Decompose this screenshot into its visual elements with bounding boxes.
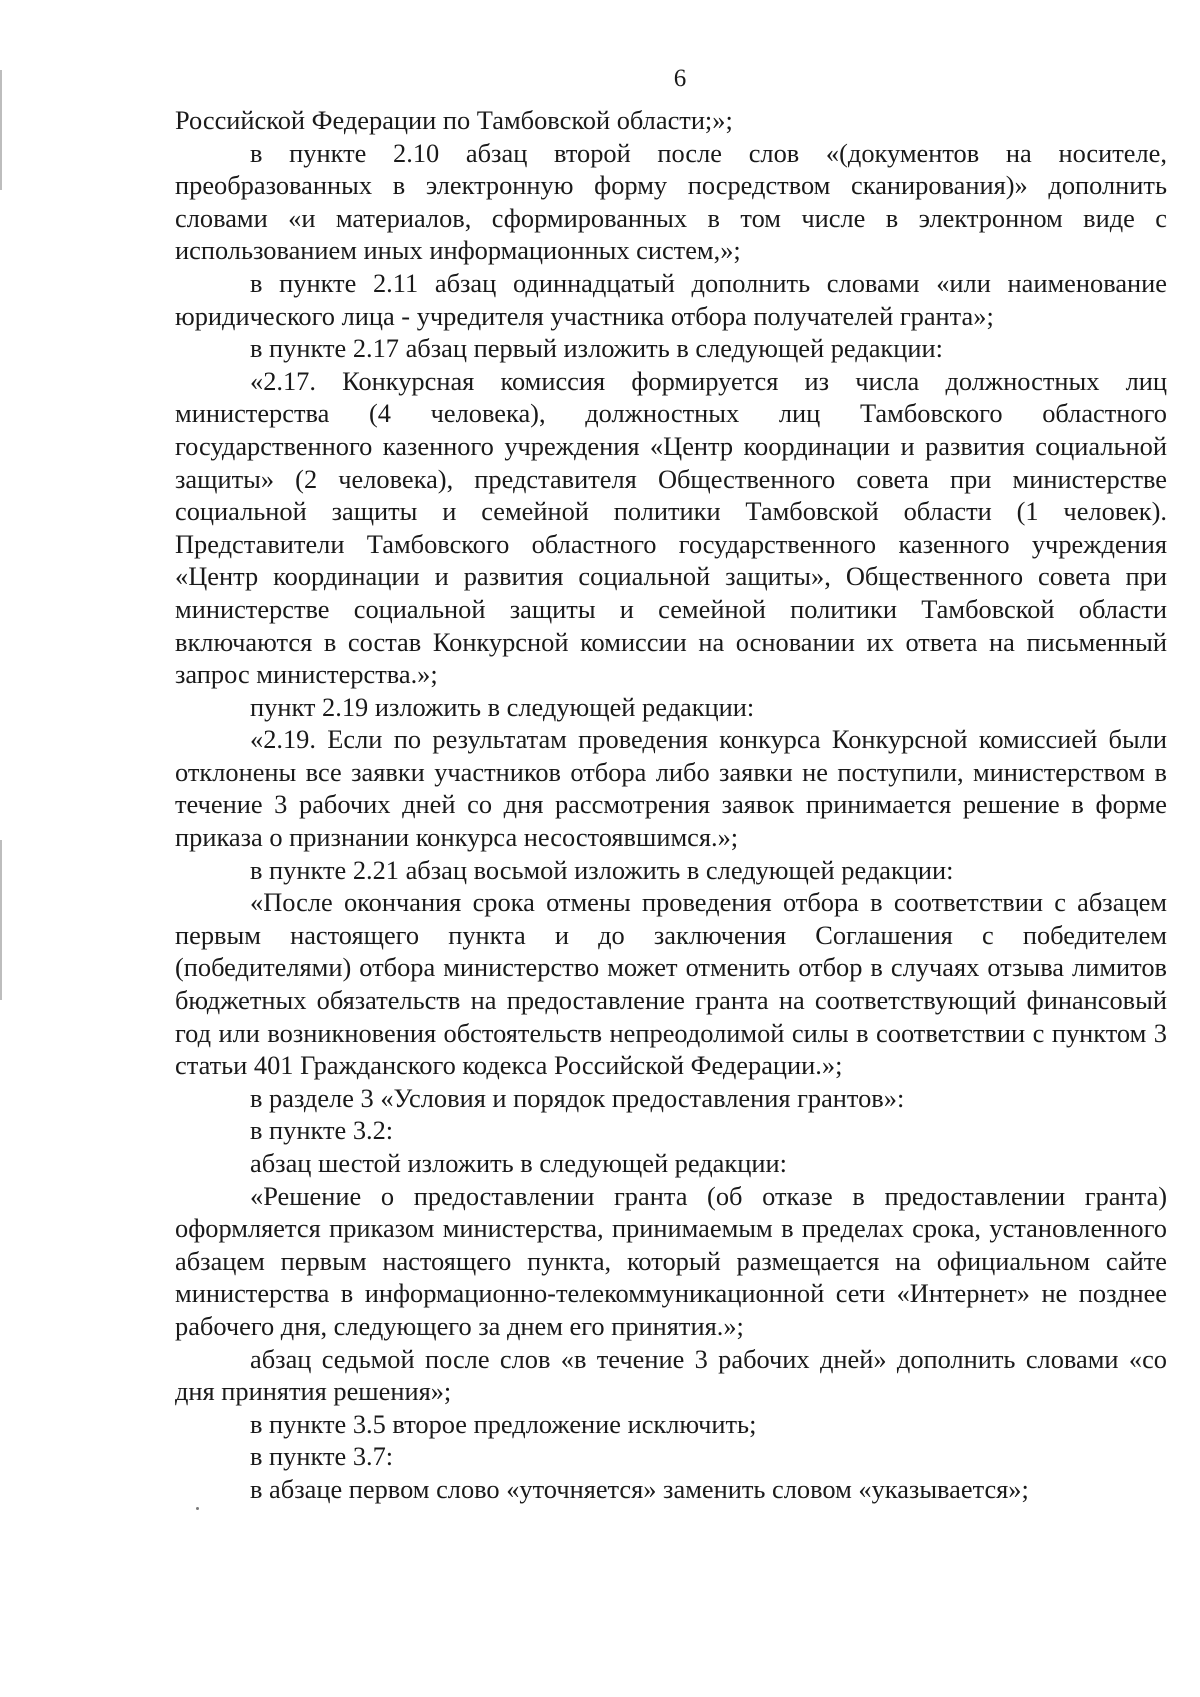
document-body xyxy=(175,104,1167,1506)
paragraph: в пункте 3.5 второе предложение исключить; xyxy=(250,1408,757,1439)
paragraph: «После окончания срока отмены проведения отбора в соответствии с абзацем первым настоящего пункта и до заключения Соглашения с победителем (победителями) отбора министерство может отменить отбор в случаях отзыва лимитов бюджетных обязательств на предоставление гранта на соответствующий финансовый год или возникновения обстоятельств непреодолимой силы в соответствии с пунктом 3 статьи 401 Гражданского кодекса Российской Федерации.»; xyxy=(175,887,1167,1081)
page-number: 6 xyxy=(673,65,687,92)
paragraph: «Решение о предоставлении гранта (об отказе в предоставлении гранта) оформляется приказом министерства, принимаемым в пределах срока, установленного абзацем первым настоящего пункта, который размещается на официальном сайте министерства в информационно-телекоммуникационной сети «Интернет» не позднее рабочего дня, следующего за днем его принятия.»; xyxy=(175,1180,1167,1341)
paragraph: пункт 2.19 изложить в следующей редакции: xyxy=(250,691,755,722)
scan-speck xyxy=(196,1507,199,1510)
paragraph: «2.17. Конкурсная комиссия формируется из числа должностных лиц министерства (4 человека), должностных лиц Тамбовского областного государственного казенного учреждения «Центр координации и развития социальной защиты» (2 человека), представителя Общественного совета при министерстве социальной защиты и семейной политики Тамбовской области (1 человек). Представители Тамбовского областного государственного казенного учреждения «Центр координации и развития социальной защиты», Общественного совета при министерстве социальной защиты и семейной политики Тамбовской области включаются в состав Конкурсной комиссии на основании их ответа на письменный запрос министерства.»; xyxy=(175,365,1167,690)
paragraph: «2.19. Если по результатам проведения конкурса Конкурсной комиссией были отклонены все заявки участников отбора либо заявки не поступили, министерством в течение 3 рабочих дней со дня рассмотрения заявок принимается решение в форме приказа о признании конкурса несостоявшимся.»; xyxy=(175,724,1167,853)
paragraph: в пункте 3.7: xyxy=(250,1441,394,1472)
paragraph: в пункте 2.21 абзац восьмой изложить в следующей редакции: xyxy=(250,854,954,885)
paragraph: в пункте 2.10 абзац второй после слов «(документов на носителе, преобразованных в электронную форму посредством сканирования)» дополнить словами «и материалов, сформированных в том числе в электронном виде с использованием иных информационных систем,»; xyxy=(175,137,1167,266)
paragraph: в пункте 2.17 абзац первый изложить в следующей редакции: xyxy=(250,333,943,364)
paragraph: Российской Федерации по Тамбовской области;»; xyxy=(175,105,733,135)
scan-edge-mark xyxy=(0,840,2,1000)
paragraph: абзац седьмой после слов «в течение 3 рабочих дней» дополнить словами «со дня принятия решения»; xyxy=(175,1343,1167,1407)
paragraph: в пункте 2.11 абзац одиннадцатый дополнить словами «или наименование юридического лица - учредителя участника отбора получателей гранта»; xyxy=(175,267,1167,331)
paragraph: абзац шестой изложить в следующей редакции: xyxy=(250,1148,787,1178)
paragraph: в абзаце первом слово «уточняется» заменить словом «указывается»; xyxy=(250,1473,1029,1504)
paragraph: в пункте 3.2: xyxy=(250,1115,394,1146)
paragraph: в разделе 3 «Условия и порядок предоставления грантов»: xyxy=(250,1082,905,1113)
